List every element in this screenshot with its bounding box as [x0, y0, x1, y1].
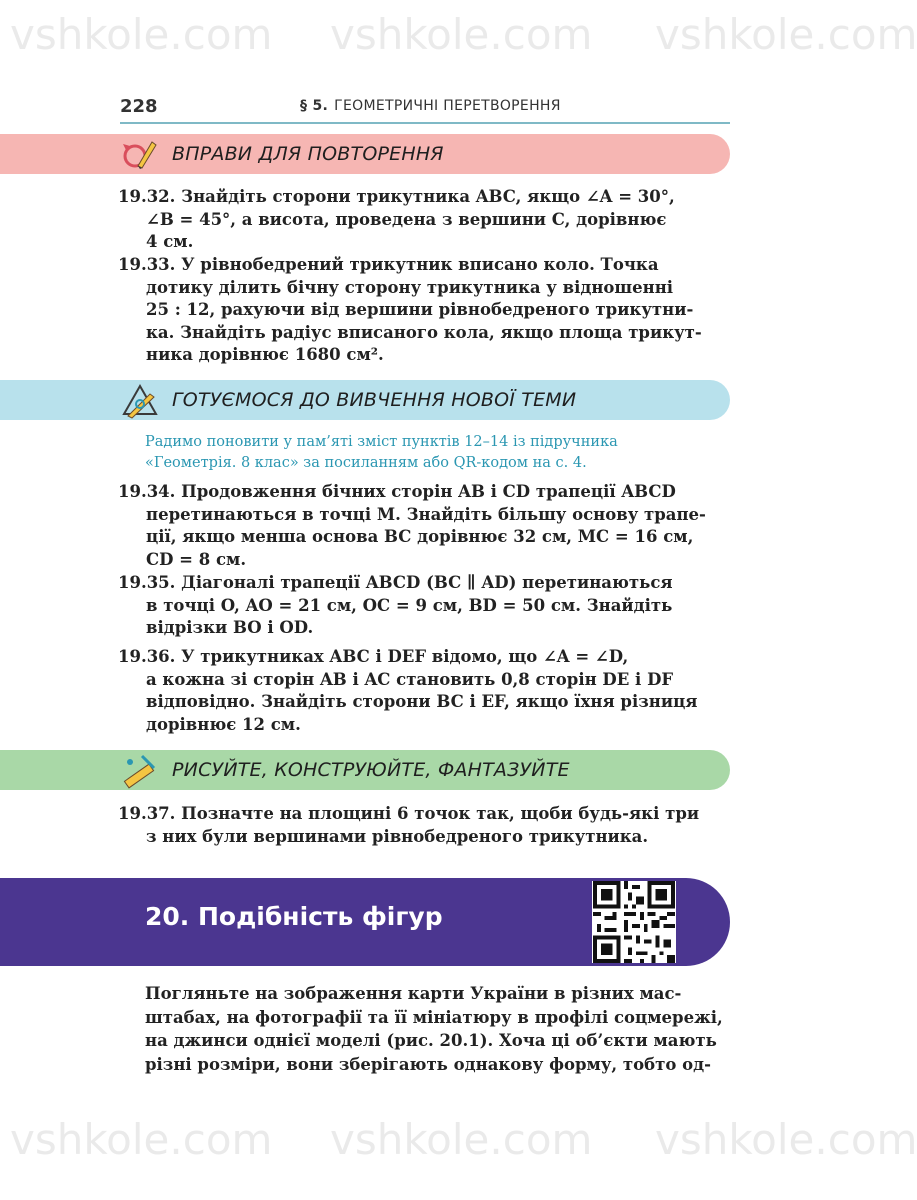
exercise-19-34: [118, 481, 730, 571]
section-title: ГЕОМЕТРИЧНІ ПЕРЕТВОРЕННЯ: [334, 98, 561, 114]
exercise-number: 19.36.: [118, 647, 176, 666]
geometry-tools-icon: [120, 382, 160, 418]
repeat-exercises-icon: [120, 136, 160, 172]
exercise-number: 19.34.: [118, 482, 176, 501]
intro-paragraph: [145, 982, 730, 1076]
review-note: [145, 432, 730, 474]
exercise-line: дорівнює 12 см.: [146, 714, 301, 734]
exercise-line: дотику ділить бічну сторону трикутника у відношенні: [146, 277, 674, 297]
paragraph-line: на джинси однієї моделі (рис. 20.1). Хоча ці об’єкти мають: [145, 1031, 717, 1050]
exercise-line: ції, якщо менша основа BC дорівнює 32 см, MC = 16 см,: [146, 527, 694, 546]
exercise-number: 19.37.: [118, 804, 176, 823]
exercise-19-37: [118, 803, 730, 848]
page-header: [120, 96, 730, 122]
band-title: РИСУЙТЕ, КОНСТРУЮЙТЕ, ФАНТАЗУЙТЕ: [172, 759, 570, 781]
note-line: Радимо поновити у пам’яті зміст пунктів 12–14 із підручника: [145, 434, 618, 450]
band-title: ВПРАВИ ДЛЯ ПОВТОРЕННЯ: [172, 143, 444, 165]
exercise-line: Позначте на площині 6 точок так, щоби будь-які три: [181, 804, 700, 823]
exercise-number: 19.35.: [118, 573, 176, 592]
pencil-ruler-icon: [120, 752, 160, 788]
exercise-line: У рівнобедрений трикутник вписано коло. Точка: [181, 255, 659, 274]
qr-code-icon[interactable]: [592, 881, 676, 963]
exercise-19-35: [118, 572, 730, 640]
chapter-title: 20. Подібність фігур: [145, 902, 443, 931]
exercise-line: 4 см.: [146, 232, 194, 251]
chapter-header: [0, 878, 730, 966]
section-label: § 5.: [300, 98, 329, 114]
exercise-19-32: [118, 186, 730, 254]
exercise-line: ка. Знайдіть радіус вписаного кола, якщо площа трикут-: [146, 322, 702, 342]
paragraph-line: Погляньте на зображення карти України в різних мас-: [145, 984, 682, 1003]
repeat-exercises-band: [0, 134, 730, 174]
exercise-line: Продовження бічних сторін AB і CD трапеції ABCD: [181, 482, 676, 501]
exercise-line: перетинаються в точці M. Знайдіть більшу основу трапе-: [146, 504, 706, 524]
watermark: vshkole.com: [655, 1115, 917, 1164]
watermark: vshkole.com: [10, 1115, 273, 1164]
prepare-new-topic-band: [0, 380, 730, 420]
exercise-line: відповідно. Знайдіть сторони BC і EF, якщо їхня різниця: [146, 692, 698, 711]
exercise-line: а кожна зі сторін AB і AC становить 0,8 сторін DE і DF: [146, 669, 674, 689]
paragraph-line: різні розміри, вони зберігають однакову форму, тобто од-: [145, 1054, 711, 1074]
exercise-line: Знайдіть сторони трикутника ABC, якщо ∠A = 30°,: [181, 187, 675, 206]
watermark: vshkole.com: [330, 10, 593, 59]
exercise-number: 19.32.: [118, 187, 176, 206]
band-title: ГОТУЄМОСЯ ДО ВИВЧЕННЯ НОВОЇ ТЕМИ: [172, 389, 577, 411]
exercise-line: з них були вершинами рівнобедреного трикутника.: [146, 826, 649, 846]
draw-construct-band: [0, 750, 730, 790]
exercise-line: ника дорівнює 1680 см².: [146, 345, 384, 364]
exercise-line: відрізки BO і OD.: [146, 618, 314, 637]
watermark: vshkole.com: [655, 10, 917, 59]
watermark: vshkole.com: [330, 1115, 593, 1164]
exercise-line: 25 : 12, рахуючи від вершини рівнобедреного трикутни-: [146, 300, 694, 319]
header-rule: [120, 122, 730, 124]
exercise-line: Діагоналі трапеції ABCD (BC ∥ AD) перетинаються: [181, 573, 673, 592]
exercise-line: ∠B = 45°, а висота, проведена з вершини C, дорівнює: [146, 209, 667, 229]
exercise-line: CD = 8 см.: [146, 549, 247, 569]
exercise-19-36: [118, 646, 730, 736]
exercise-number: 19.33.: [118, 255, 176, 274]
exercise-19-33: [118, 254, 730, 367]
note-line: «Геометрія. 8 клас» за посиланням або QR-кодом на с. 4.: [145, 455, 587, 471]
running-head: [300, 98, 561, 114]
watermark: vshkole.com: [10, 10, 273, 59]
exercise-line: У трикутниках ABC і DEF відомо, що ∠A = ∠D,: [181, 647, 629, 666]
paragraph-line: штабах, на фотографії та її мініатюру в профілі соцмережі,: [145, 1007, 723, 1027]
exercise-line: в точці O, AO = 21 см, OC = 9 см, BD = 50 см. Знайдіть: [146, 595, 673, 615]
page-number: 228: [120, 96, 158, 117]
